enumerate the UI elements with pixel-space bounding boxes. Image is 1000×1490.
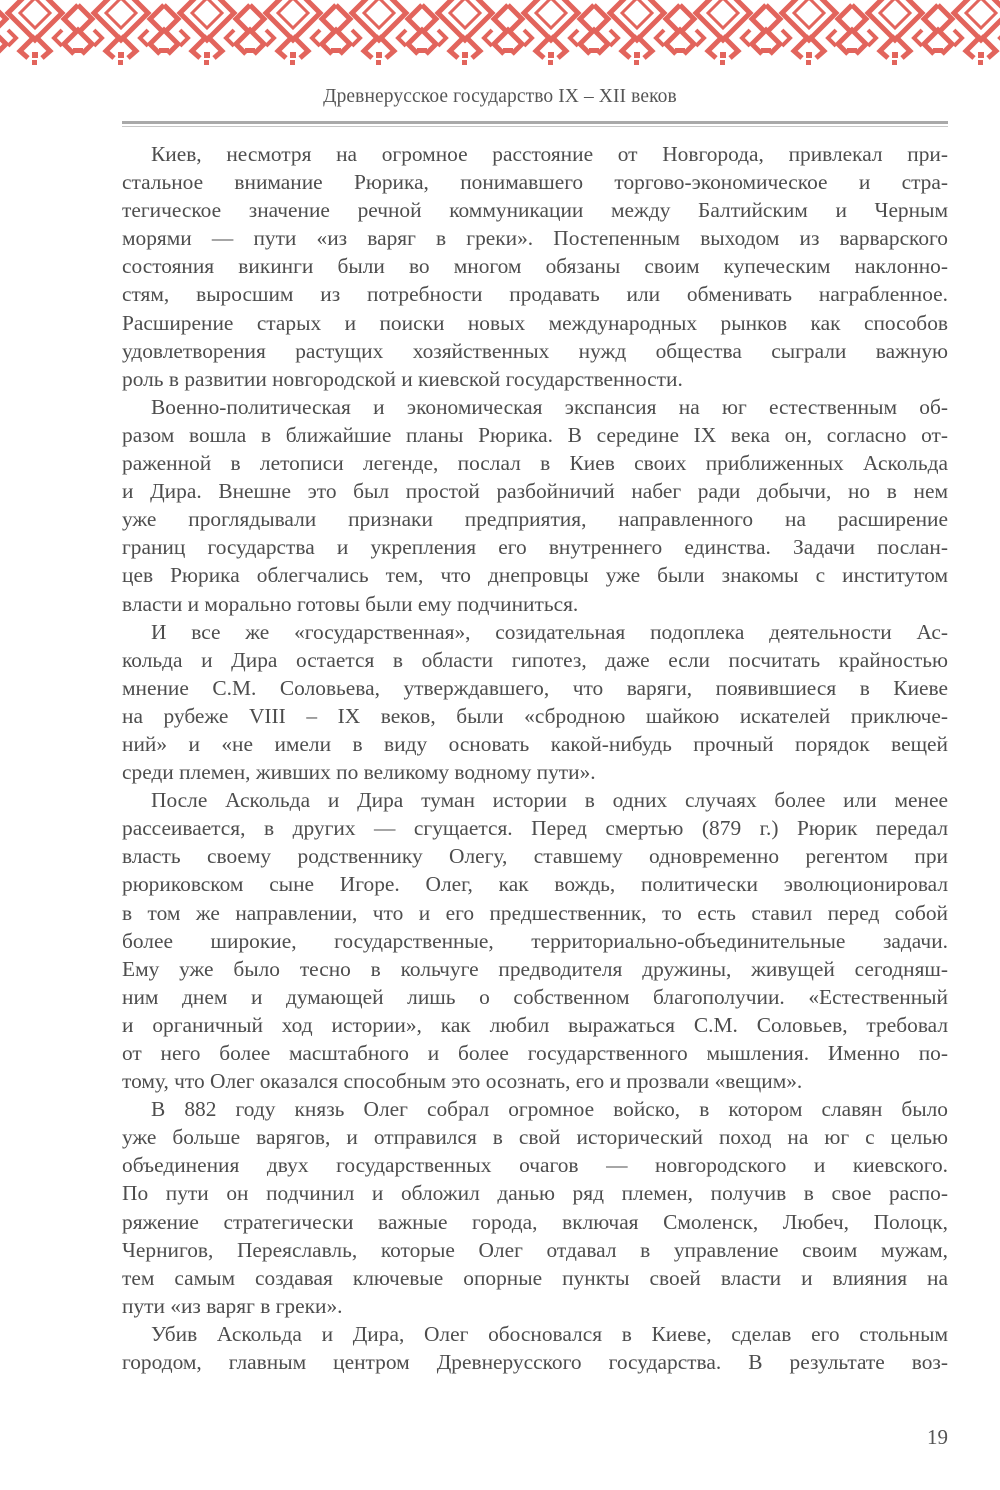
text-line: разом вошла в ближайшие планы Рюрика. В середине IX века он, согласно от- bbox=[122, 422, 948, 447]
page-number: 19 bbox=[927, 1425, 948, 1449]
text-line: на рубеже VIII – IX веков, были «сбродною шайкою искателей приключе- bbox=[122, 703, 948, 728]
text-line: среди племен, живших по великому водному пути». bbox=[122, 760, 596, 785]
text-line: границ государства и укрепления его внутреннего единства. Задачи послан- bbox=[122, 535, 948, 560]
text-line: ний» и «не имели в виду основать какой-нибудь прочный порядок вещей bbox=[122, 731, 948, 756]
text-line: стальное внимание Рюрика, понимавшего торгово-экономическое и стра- bbox=[122, 170, 948, 195]
text-line: Чернигов, Переяславль, которые Олег отдавал в управление своим мужам, bbox=[122, 1237, 948, 1262]
text-line: городом, главным центром Древнерусского государства. В результате воз- bbox=[122, 1350, 948, 1375]
text-line: в том же направлении, что и его предшественник, то есть ставил перед собой bbox=[122, 900, 948, 925]
text-line: удовлетворения растущих хозяйственных нужд общества сыграли важную bbox=[122, 338, 948, 363]
text-line: пути «из варяг в греки». bbox=[122, 1293, 343, 1318]
text-line: рассеивается, в других — сгущается. Перед смертью (879 г.) Рюрик передал bbox=[122, 816, 948, 841]
text-line: мнение С.М. Соловьева, утверждавшего, что варяги, появившиеся в Киеве bbox=[122, 675, 948, 700]
text-line: морями — пути «из варяг в греки». Постепенным выходом из варварского bbox=[122, 226, 948, 251]
text-line: ним днем и думающей лишь о собственном благополучии. «Естественный bbox=[122, 984, 948, 1009]
text-line: Ему уже было тесно в кольчуге предводителя дружины, живущей сегодняш- bbox=[122, 956, 948, 981]
text-line: уже проглядывали признаки предприятия, направленного на расширение bbox=[122, 507, 948, 532]
paragraph bbox=[122, 1095, 948, 1320]
text-line: По пути он подчинил и обложил данью ряд племен, получив в свое распо- bbox=[122, 1181, 948, 1206]
text-line: стям, выросшим из потребности продавать или обменивать награбленное. bbox=[122, 282, 948, 307]
text-line: В 882 году князь Олег собрал огромное войско, в котором славян было bbox=[151, 1097, 948, 1122]
text-line: уже больше варягов, и отправился в свой исторический поход на юг с целью bbox=[122, 1125, 948, 1150]
body-text bbox=[122, 140, 948, 1376]
text-line: ряжение стратегически важные города, включая Смоленск, Любеч, Полоцк, bbox=[122, 1209, 948, 1234]
text-line: и органичный ход истории», как любил выражаться С.М. Соловьев, требовал bbox=[122, 1012, 948, 1037]
running-head: Древнерусское государство IX – XII веков bbox=[323, 86, 677, 107]
ornament-border bbox=[0, 0, 1000, 66]
paragraph bbox=[122, 618, 948, 787]
text-line: тем самым создавая ключевые опорные пункты своей власти и влияния на bbox=[122, 1265, 948, 1290]
paragraph bbox=[122, 393, 948, 618]
text-line: Расширение старых и поиски новых международных рынков как способов bbox=[122, 310, 948, 335]
text-line: власти и морально готовы были ему подчиниться. bbox=[122, 591, 579, 616]
paragraph bbox=[122, 1320, 948, 1376]
text-line: объединения двух государственных очагов — новгородского и киевского. bbox=[122, 1153, 948, 1178]
text-line: Убив Аскольда и Дира, Олег обосновался в Киеве, сделав его стольным bbox=[151, 1321, 948, 1346]
text-line: И все же «государственная», созидательная подоплека деятельности Ас- bbox=[151, 619, 948, 644]
text-line: После Аскольда и Дира туман истории в одних случаях более или менее bbox=[151, 788, 948, 813]
header-divider bbox=[122, 121, 948, 128]
text-line: кольда и Дира остается в области гипотез, даже если посчитать крайностью bbox=[122, 647, 948, 672]
text-line: тегическое значение речной коммуникации между Балтийским и Черным bbox=[122, 198, 948, 223]
text-line: и Дира. Внешне это был простой разбойничий набег ради добычи, но в нем bbox=[122, 479, 948, 504]
paragraph bbox=[122, 786, 948, 1095]
paragraph bbox=[122, 140, 948, 393]
text-line: власть своему родственнику Олегу, ставшему одновременно регентом при bbox=[122, 844, 948, 869]
text-line: более широкие, государственные, территориально-объединительные задачи. bbox=[122, 928, 948, 953]
text-line: Киев, несмотря на огромное расстояние от Новгорода, привлекал при- bbox=[151, 142, 948, 166]
text-line: состояния викинги были во многом обязаны своим купеческим наклонно- bbox=[122, 254, 948, 279]
text-line: рюриковском сыне Игоре. Олег, как вождь, политически эволюционировал bbox=[122, 872, 948, 897]
text-line: Военно-политическая и экономическая экспансия на юг естественным об- bbox=[151, 394, 948, 419]
text-line: роль в развитии новгородской и киевской государственности. bbox=[122, 366, 683, 391]
text-line: тому, что Олег оказался способным это осознать, его и прозвали «вещим». bbox=[122, 1069, 803, 1094]
text-line: раженной в летописи легенде, послал в Киев своих приближенных Аскольда bbox=[122, 451, 948, 476]
text-line: цев Рюрика облегчались тем, что днепровцы уже были знакомы с институтом bbox=[122, 563, 948, 588]
text-line: от него более масштабного и более государственного мышления. Именно по- bbox=[122, 1041, 948, 1065]
